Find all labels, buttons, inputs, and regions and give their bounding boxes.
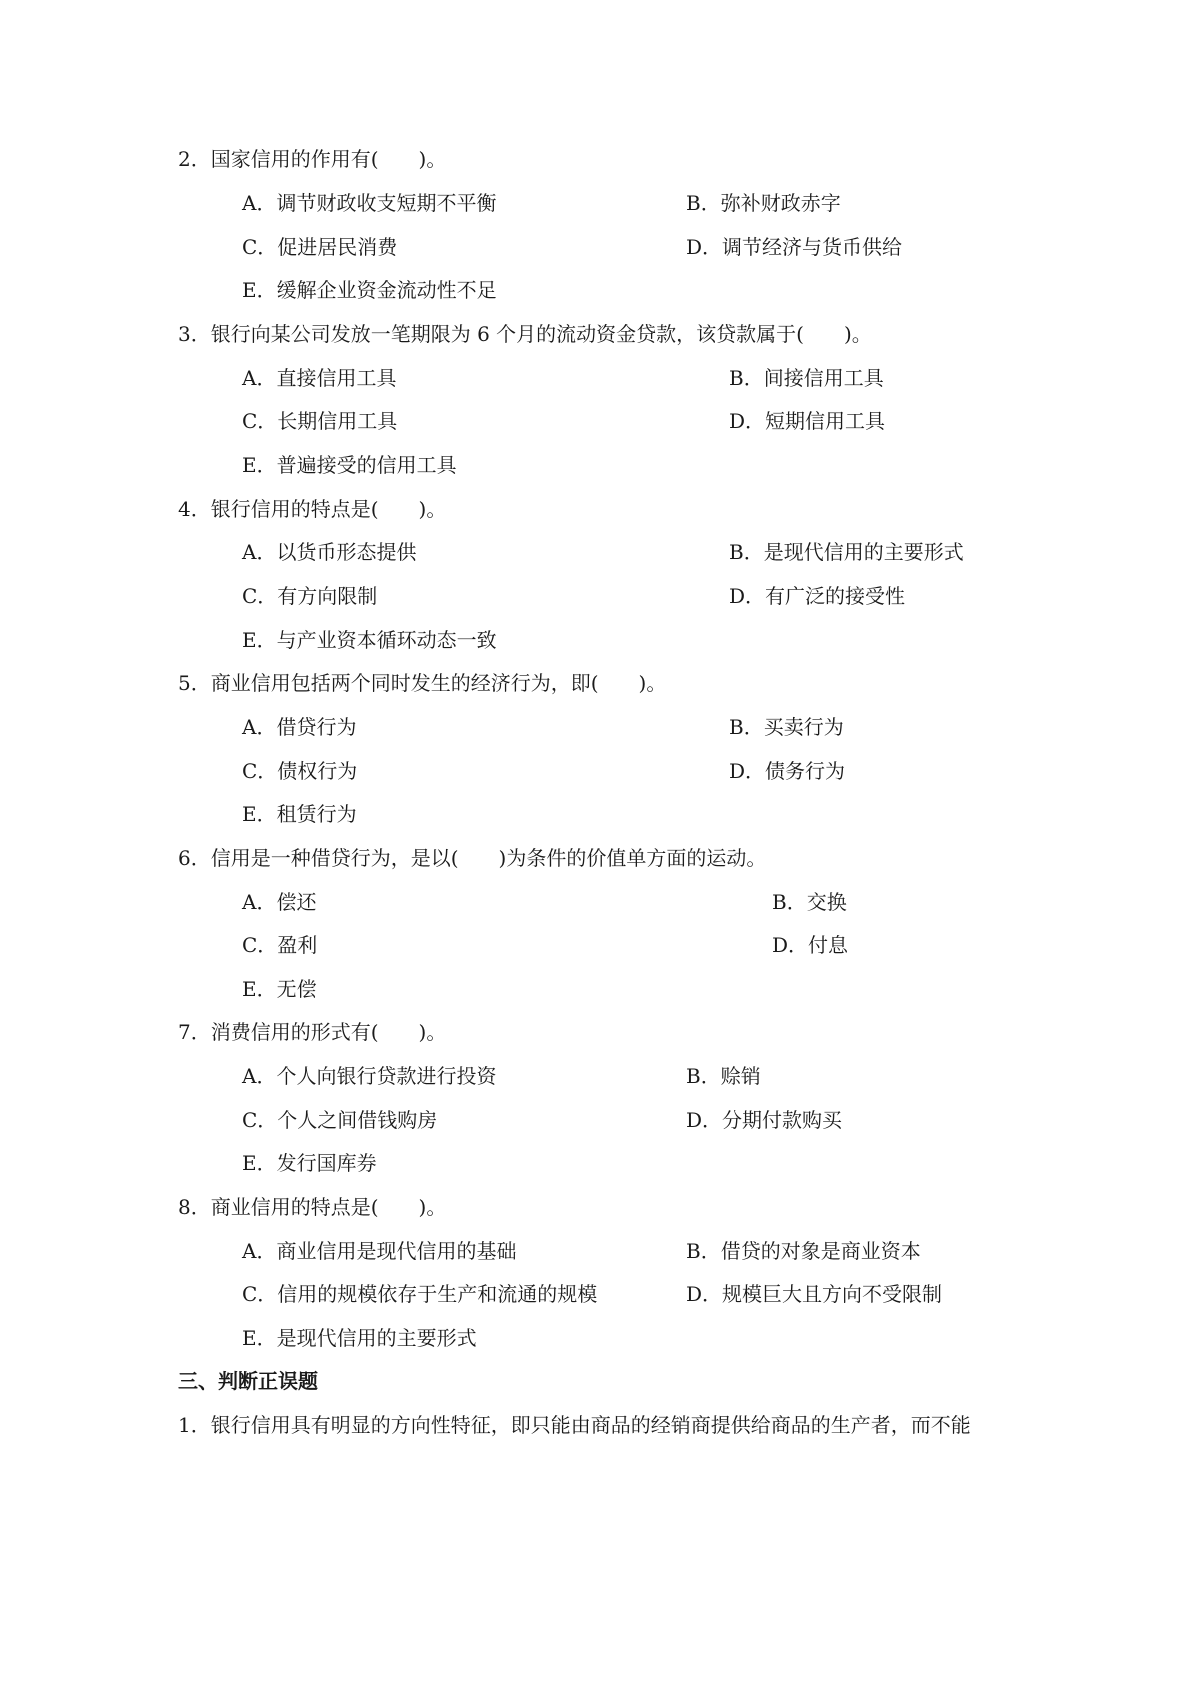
question-7-option-b: B．赊销 <box>686 1064 761 1088</box>
question-5-option-b: B．买卖行为 <box>729 715 844 739</box>
question-4-stem: 4．银行信用的特点是( )。 <box>178 497 447 521</box>
section-heading: 三、判断正误题 <box>178 1369 318 1393</box>
question-3-option-c: C．长期信用工具 <box>242 409 398 433</box>
question-7-stem: 7．消费信用的形式有( )。 <box>178 1020 447 1044</box>
question-2-option-e: E．缓解企业资金流动性不足 <box>242 278 497 302</box>
question-8-option-e: E．是现代信用的主要形式 <box>242 1326 477 1350</box>
question-3-option-b: B．间接信用工具 <box>729 366 884 390</box>
question-4-option-c: C．有方向限制 <box>242 584 378 608</box>
question-3-option-a: A．直接信用工具 <box>242 366 397 390</box>
question-7-option-e: E．发行国库券 <box>242 1151 377 1175</box>
question-6-option-d: D．付息 <box>772 933 849 957</box>
question-6-option-c: C．盈利 <box>242 933 318 957</box>
question-2-option-d: D．调节经济与货币供给 <box>686 235 903 259</box>
question-2-option-b: B．弥补财政赤字 <box>686 191 841 215</box>
question-5-stem: 5．商业信用包括两个同时发生的经济行为，即( )。 <box>178 671 667 695</box>
question-8-stem: 8．商业信用的特点是( )。 <box>178 1195 447 1219</box>
question-7-option-c: C．个人之间借钱购房 <box>242 1108 438 1132</box>
question-2-stem: 2．国家信用的作用有( )。 <box>178 147 447 171</box>
question-8-option-a: A．商业信用是现代信用的基础 <box>242 1239 517 1263</box>
section3-item-1: 1．银行信用具有明显的方向性特征，即只能由商品的经销商提供给商品的生产者，而不能 <box>178 1413 971 1437</box>
question-5-option-d: D．债务行为 <box>729 759 846 783</box>
question-4-option-e: E．与产业资本循环动态一致 <box>242 628 497 652</box>
question-8-option-d: D．规模巨大且方向不受限制 <box>686 1282 943 1306</box>
question-6-stem: 6．信用是一种借贷行为，是以( )为条件的价值单方面的运动。 <box>178 846 767 870</box>
question-6-option-b: B．交换 <box>772 890 847 914</box>
question-3-option-e: E．普遍接受的信用工具 <box>242 453 457 477</box>
question-4-option-b: B．是现代信用的主要形式 <box>729 540 964 564</box>
question-2-option-a: A．调节财政收支短期不平衡 <box>242 191 497 215</box>
question-8-option-b: B．借贷的对象是商业资本 <box>686 1239 921 1263</box>
question-4-option-d: D．有广泛的接受性 <box>729 584 906 608</box>
question-4-option-a: A．以货币形态提供 <box>242 540 417 564</box>
question-7-option-d: D．分期付款购买 <box>686 1108 843 1132</box>
question-7-option-a: A．个人向银行贷款进行投资 <box>242 1064 497 1088</box>
question-3-option-d: D．短期信用工具 <box>729 409 886 433</box>
question-2-option-c: C．促进居民消费 <box>242 235 398 259</box>
question-3-stem: 3．银行向某公司发放一笔期限为 6 个月的流动资金贷款，该贷款属于( )。 <box>178 322 872 346</box>
question-5-option-c: C．债权行为 <box>242 759 358 783</box>
question-6-option-a: A．偿还 <box>242 890 317 914</box>
question-5-option-e: E．租赁行为 <box>242 802 357 826</box>
question-6-option-e: E．无偿 <box>242 977 317 1001</box>
question-8-option-c: C．信用的规模依存于生产和流通的规模 <box>242 1282 598 1306</box>
question-5-option-a: A．借贷行为 <box>242 715 357 739</box>
